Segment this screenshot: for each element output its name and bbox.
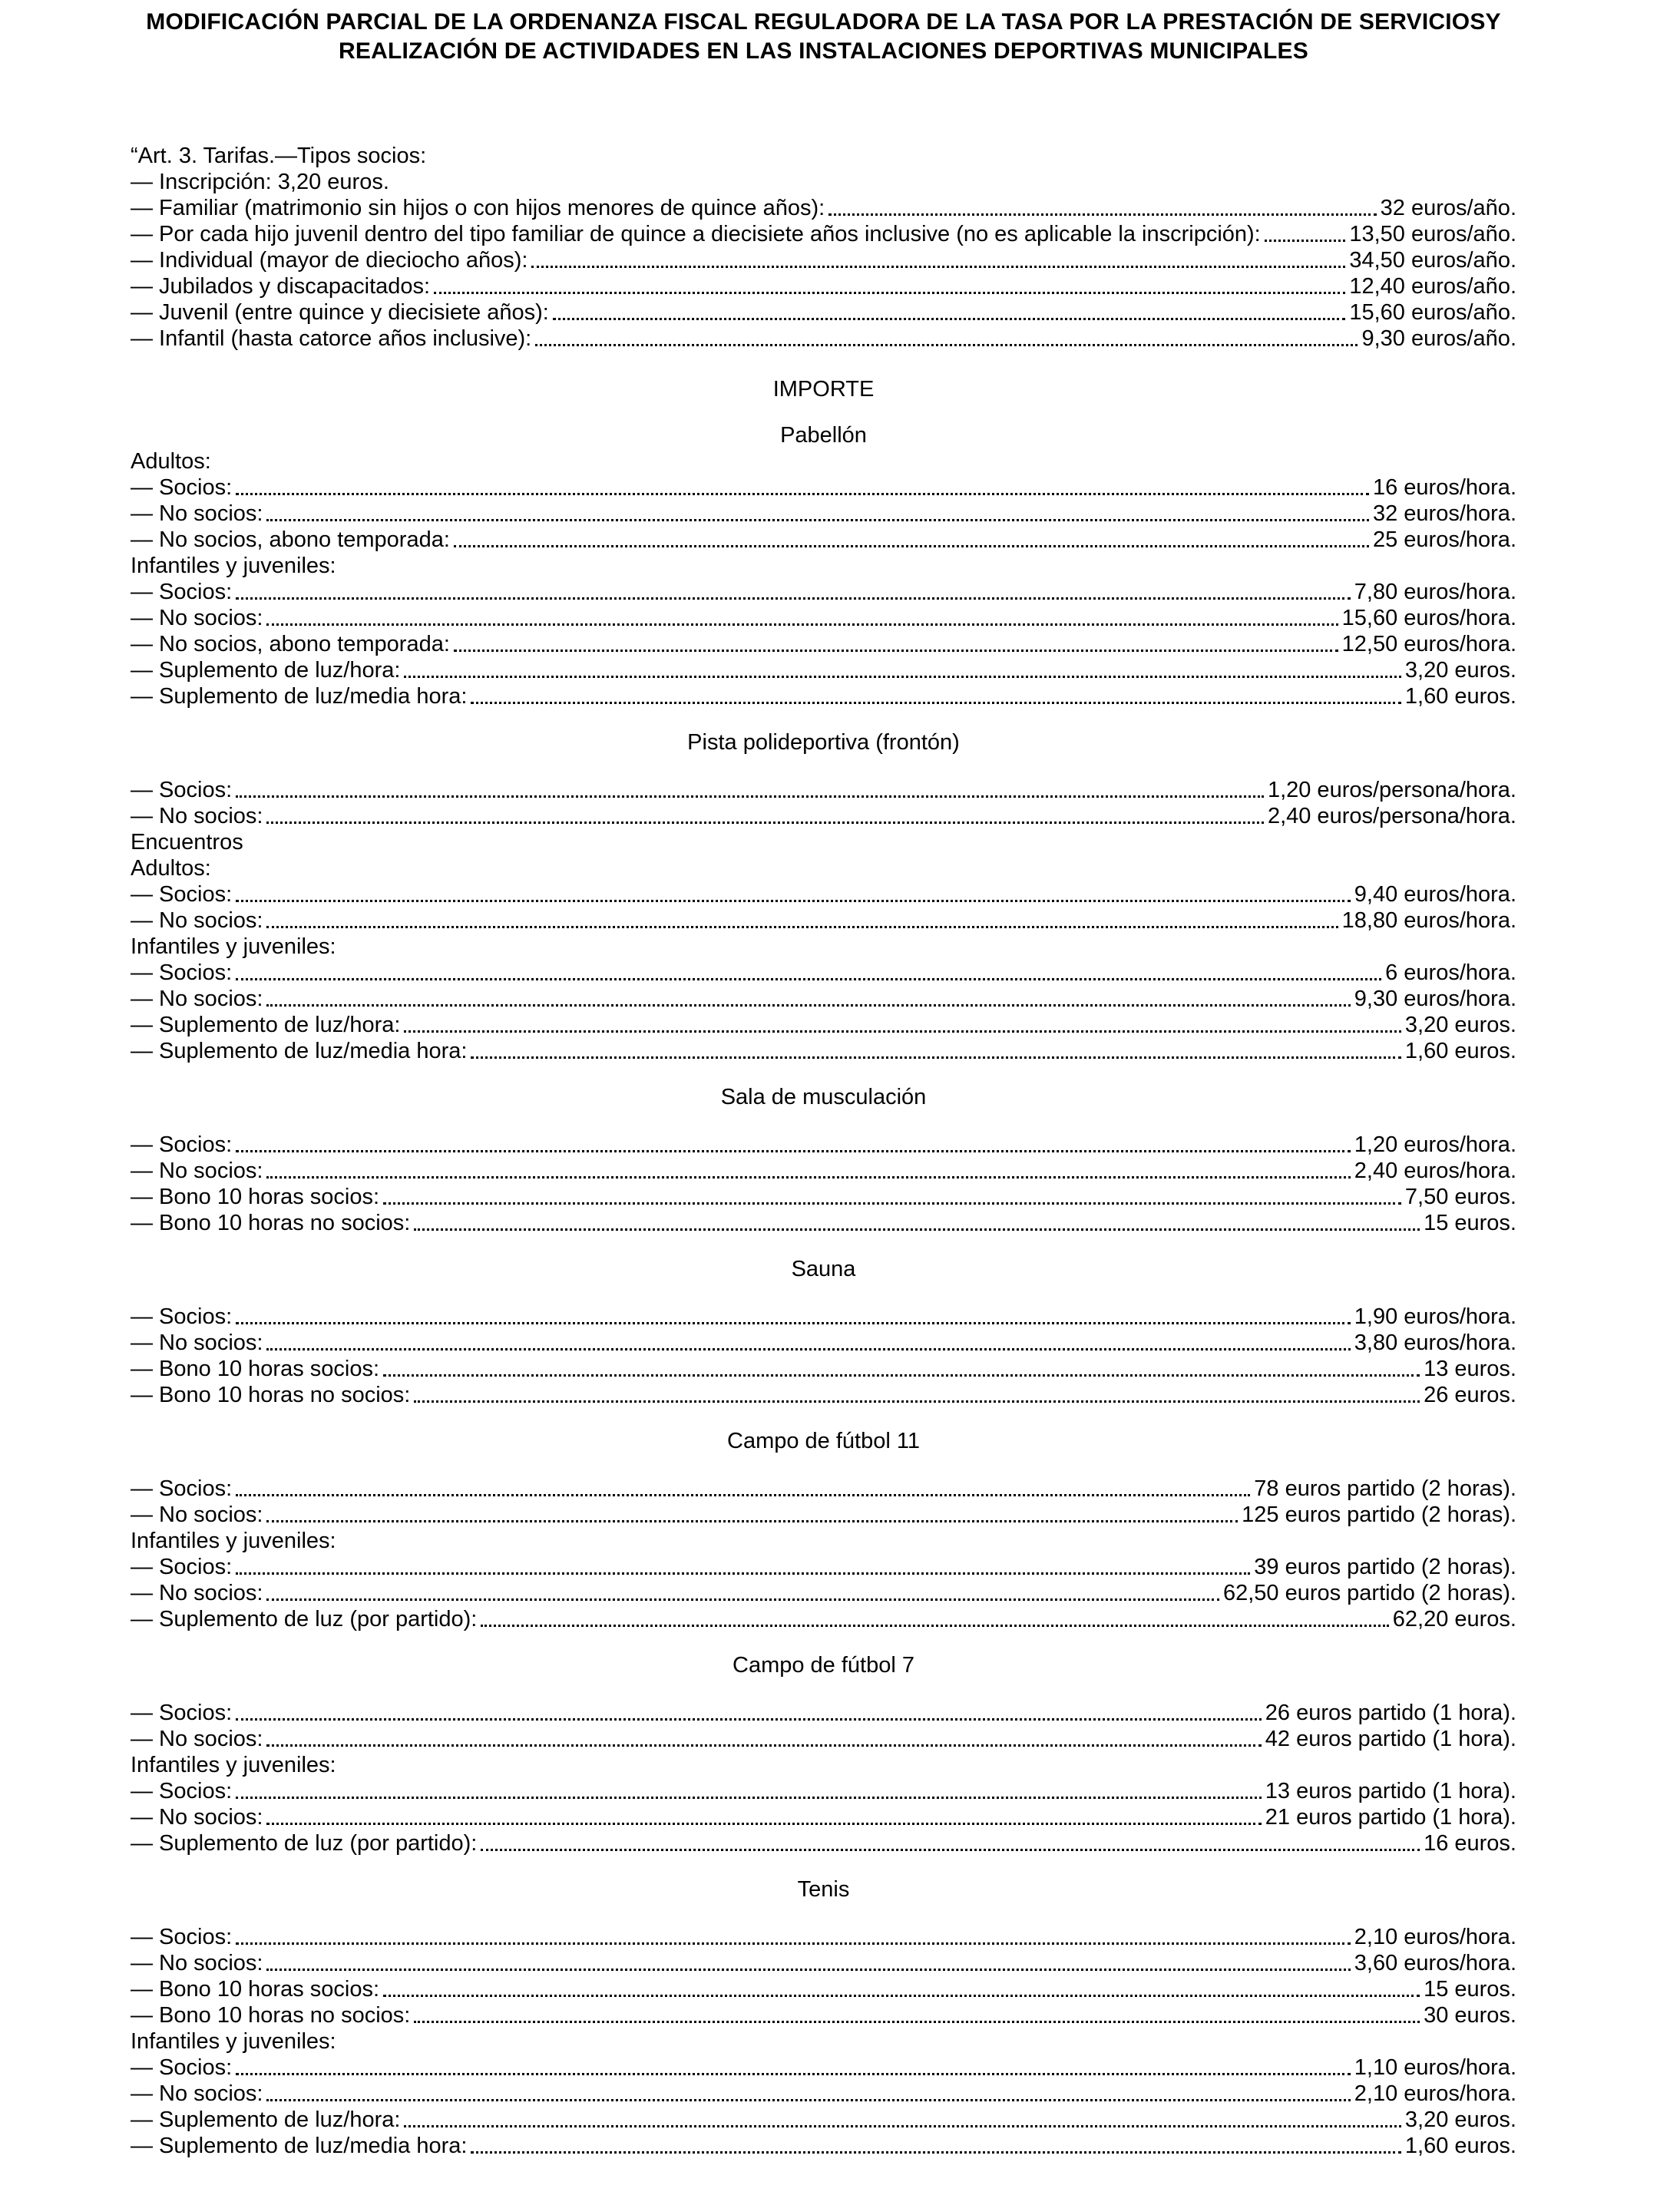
row-value: 32 euros/hora. [1372,501,1516,526]
row-value: 39 euros partido (2 horas). [1254,1555,1516,1579]
importe-heading: IMPORTE [772,377,875,402]
row-label: — Socios: [131,1779,233,1803]
row-value: 1,60 euros. [1404,2134,1516,2158]
leader-dots [414,1400,1420,1403]
row-value: 62,50 euros partido (2 horas). [1222,1581,1516,1605]
row-value: 3,20 euros. [1404,1013,1516,1037]
row-label: — No socios: [131,1581,263,1605]
row-label: Encuentros [131,830,243,855]
row-label: Infantiles y juveniles: [131,554,336,578]
row-label: — Suplemento de luz/hora: [131,2107,401,2132]
leader-dots [383,1995,1420,1997]
row-label: — Suplemento de luz (por partido): [131,1607,478,1631]
tariff-row [131,1502,1516,1528]
row-label: — Socios: [131,1304,233,1329]
tariff-row [131,1950,1516,1976]
row-label: — Socios: [131,1701,233,1725]
row-label: “Art. 3. Tarifas.—Tipos socios: [131,144,427,168]
row-label: — Suplemento de luz/media hora: [131,2134,468,2158]
tariff-row [131,1752,1516,1778]
row-value: 25 euros/hora. [1372,527,1516,552]
tariff-row [131,143,1516,169]
row-label: Infantiles y juveniles: [131,1529,336,1553]
row-value: 3,60 euros/hora. [1354,1951,1516,1975]
leader-dots [236,597,1351,600]
leader-dots [236,900,1351,902]
row-label: — Bono 10 horas no socios: [131,1211,411,1235]
row-label: — No socios: [131,606,263,630]
tariff-row [131,1924,1516,1950]
tariff-row [131,1158,1516,1184]
row-value: 13 euros. [1424,1357,1516,1381]
leader-dots [266,1823,1261,1825]
row-label: — Por cada hijo juvenil dentro del tipo familiar de quince a diecisiete años inclusive (no es aplicable la inscripción): [131,222,1261,246]
row-value: 13,50 euros/año. [1349,222,1516,246]
leader-dots [404,2125,1401,2127]
leader-dots [383,1374,1420,1377]
tariff-row [131,2055,1516,2081]
tariff-row [131,683,1516,709]
row-value: 42 euros partido (1 hora). [1265,1727,1516,1751]
tariff-row [131,247,1516,273]
row-value: 7,80 euros/hora. [1354,580,1516,604]
leader-dots [266,519,1369,521]
leader-dots [236,1572,1250,1575]
row-label: Infantiles y juveniles: [131,1753,336,1777]
leader-dots [266,1520,1238,1522]
row-value: 13 euros partido (1 hora). [1265,1779,1516,1803]
leader-dots [471,1056,1401,1059]
leader-dots [266,926,1338,928]
row-value: 6 euros/hora. [1385,960,1516,985]
tariff-row [131,605,1516,631]
tariff-row [131,631,1516,657]
tariff-row [131,448,1516,474]
leader-dots [1265,240,1346,242]
tariff-row [131,907,1516,934]
row-value: 9,30 euros/año. [1361,326,1516,351]
tariff-row [131,273,1516,299]
leader-dots [266,1969,1350,1971]
leader-dots [236,1494,1250,1496]
row-value: 26 euros. [1424,1383,1516,1407]
leader-dots [404,676,1401,678]
document-title-line-2: REALIZACIÓN DE ACTIVIDADES EN LAS INSTALACIONES DEPORTIVAS MUNICIPALES [339,38,1308,64]
leader-dots [266,1004,1350,1007]
row-label: — Suplemento de luz/hora: [131,1013,401,1037]
leader-dots [471,702,1401,704]
tariff-row [131,1304,1516,1330]
row-value: 1,20 euros/hora. [1354,1132,1516,1157]
leader-dots [236,1797,1262,1799]
row-value: 2,10 euros/hora. [1354,1925,1516,1949]
tariff-row [131,169,1516,195]
section-rows [131,448,1516,709]
tariff-row [131,474,1516,501]
row-label: — Socios: [131,778,233,802]
row-label: — Bono 10 horas socios: [131,1977,380,2002]
tariff-row [131,934,1516,960]
tariff-row [131,803,1516,829]
tariff-row [131,579,1516,605]
section-heading: Sala de musculación [720,1085,927,1109]
row-label: — No socios: [131,908,263,933]
row-label: — No socios: [131,1727,263,1751]
leader-dots [236,795,1264,798]
row-label: — Socios: [131,1925,233,1949]
row-label: — No socios: [131,2081,263,2106]
row-label: — Infantil (hasta catorce años inclusive): [131,326,532,351]
row-value: 16 euros/hora. [1372,475,1516,500]
leader-dots [236,493,1369,495]
row-value: 1,60 euros. [1404,1039,1516,1063]
leader-dots [828,213,1376,216]
tariff-row [131,299,1516,326]
row-label: — No socios: [131,501,263,526]
tariff-row [131,2133,1516,2159]
row-label: — No socios: [131,1805,263,1830]
row-label: — Inscripción: 3,20 euros. [131,170,389,194]
row-label: — Jubilados y discapacitados: [131,274,431,299]
row-value: 1,20 euros/persona/hora. [1267,778,1516,802]
leader-dots [553,318,1346,320]
section-rows [131,1924,1516,2159]
section-heading: Pista polideportiva (frontón) [687,730,960,755]
row-label: — Socios: [131,1476,233,1501]
row-label: — Suplemento de luz (por partido): [131,1831,478,1856]
row-label: Infantiles y juveniles: [131,2029,336,2054]
leader-dots [481,1625,1388,1627]
leader-dots [471,2151,1401,2154]
row-label: Adultos: [131,449,211,474]
tariff-row [131,960,1516,986]
row-value: 15,60 euros/hora. [1341,606,1516,630]
leader-dots [236,1942,1351,1945]
tariff-row [131,1606,1516,1632]
tariff-row [131,553,1516,579]
section-rows [131,1700,1516,1856]
tariff-row [131,2028,1516,2055]
row-value: 3,80 euros/hora. [1354,1331,1516,1355]
row-label: — Socios: [131,2055,233,2080]
row-value: 2,40 euros/hora. [1354,1159,1516,1183]
tariff-row [131,2002,1516,2028]
leader-dots [481,1849,1420,1851]
section-rows [131,1132,1516,1236]
row-value: 32 euros/año. [1380,196,1516,220]
leader-dots [266,1744,1261,1747]
tariff-row [131,1184,1516,1210]
tariff-row [131,221,1516,247]
section-heading: Campo de fútbol 11 [727,1429,920,1453]
row-value: 15 euros. [1424,1977,1516,2002]
row-label: — No socios: [131,1331,263,1355]
row-label: — Bono 10 horas no socios: [131,2003,411,2028]
row-label: — Bono 10 horas socios: [131,1185,380,1209]
row-label: — No socios: [131,987,263,1011]
tariff-row [131,1976,1516,2002]
tariff-preamble [131,143,1516,352]
row-label: — No socios: [131,804,263,828]
row-label: — Familiar (matrimonio sin hijos o con hijos menores de quince años): [131,196,825,220]
row-label: — Bono 10 horas no socios: [131,1383,411,1407]
leader-dots [535,344,1358,346]
tariff-row [131,527,1516,553]
row-value: 3,20 euros. [1404,658,1516,683]
section-rows [131,777,1516,1064]
leader-dots [404,1030,1401,1033]
row-value: 9,30 euros/hora. [1354,987,1516,1011]
tariff-row [131,1012,1516,1038]
tariff-row [131,1382,1516,1408]
row-label: — No socios: [131,1159,263,1183]
document-title [100,8,1547,66]
row-value: 30 euros. [1424,2003,1516,2028]
row-value: 125 euros partido (2 horas). [1242,1503,1516,1527]
tariff-row [131,881,1516,907]
row-value: 12,40 euros/año. [1349,274,1516,299]
tariff-row [131,2107,1516,2133]
leader-dots [454,545,1369,547]
leader-dots [454,650,1338,652]
row-label: — Socios: [131,1555,233,1579]
tariff-row [131,1132,1516,1158]
row-label: — No socios: [131,1951,263,1975]
row-label: — Bono 10 horas socios: [131,1357,380,1381]
leader-dots [236,1718,1262,1721]
document-title-line-1: MODIFICACIÓN PARCIAL DE LA ORDENANZA FISCAL REGULADORA DE LA TASA POR LA PRESTACIÓN DE SERVICIOSY [146,9,1501,35]
row-label: — Socios: [131,475,233,500]
tariff-row [131,986,1516,1012]
tariff-row [131,501,1516,527]
tariff-row [131,1210,1516,1236]
section-heading: Sauna [791,1257,856,1281]
row-label: — No socios: [131,1503,263,1527]
leader-dots [266,2099,1350,2101]
row-value: 12,50 euros/hora. [1341,632,1516,656]
leader-dots [414,2021,1420,2023]
tariff-row [131,1528,1516,1554]
leader-dots [236,1150,1351,1152]
row-value: 2,40 euros/persona/hora. [1267,804,1516,828]
tariff-row [131,777,1516,803]
row-label: Infantiles y juveniles: [131,934,336,959]
leader-dots [236,978,1381,980]
row-value: 26 euros partido (1 hora). [1265,1701,1516,1725]
leader-dots [266,822,1263,824]
leader-dots [383,1202,1401,1205]
section-heading: Campo de fútbol 7 [733,1653,914,1678]
row-value: 78 euros partido (2 horas). [1254,1476,1516,1501]
row-label: Adultos: [131,856,211,881]
tariff-row [131,1580,1516,1606]
tariff-row [131,1778,1516,1804]
leader-dots [266,1176,1350,1179]
tariff-row [131,1726,1516,1752]
row-value: 1,60 euros. [1404,684,1516,709]
row-value: 15 euros. [1424,1211,1516,1235]
tariff-row [131,1830,1516,1856]
tariff-row [131,1554,1516,1580]
row-label: — Individual (mayor de dieciocho años): [131,248,528,273]
leader-dots [266,1348,1350,1350]
row-value: 15,60 euros/año. [1349,300,1516,325]
row-value: 16 euros. [1424,1831,1516,1856]
leader-dots [266,623,1338,626]
tariff-row [131,1476,1516,1502]
tariff-row [131,1700,1516,1726]
row-label: — Socios: [131,1132,233,1157]
row-label: — Juvenil (entre quince y diecisiete años): [131,300,549,325]
tariff-row [131,326,1516,352]
row-value: 18,80 euros/hora. [1341,908,1516,933]
tariff-row [131,855,1516,881]
tariff-row [131,1356,1516,1382]
row-value: 34,50 euros/año. [1349,248,1516,273]
row-value: 3,20 euros. [1404,2107,1516,2132]
row-label: — No socios, abono temporada: [131,632,450,656]
section-heading: Tenis [797,1877,850,1902]
row-value: 7,50 euros. [1404,1185,1516,1209]
leader-dots [434,292,1345,294]
tariff-row [131,829,1516,855]
leader-dots [531,266,1345,268]
row-value: 62,20 euros. [1392,1607,1516,1631]
leader-dots [236,1322,1351,1324]
row-label: — Suplemento de luz/media hora: [131,1039,468,1063]
tariff-sections [131,422,1516,2159]
section-heading: Pabellón [780,423,867,448]
section-rows [131,1476,1516,1632]
leader-dots [266,1598,1219,1601]
leader-dots [236,2073,1351,2075]
row-label: — Socios: [131,882,233,907]
row-value: 9,40 euros/hora. [1354,882,1516,907]
row-value: 21 euros partido (1 hora). [1265,1805,1516,1830]
tariff-row [131,1038,1516,1064]
row-value: 1,90 euros/hora. [1354,1304,1516,1329]
leader-dots [414,1228,1420,1231]
row-value: 1,10 euros/hora. [1354,2055,1516,2080]
row-label: — Socios: [131,960,233,985]
row-label: — Suplemento de luz/hora: [131,658,401,683]
tariff-row [131,1330,1516,1356]
tariff-row [131,2081,1516,2107]
row-label: — Suplemento de luz/media hora: [131,684,468,709]
tariff-row [131,1804,1516,1830]
section-rows [131,1304,1516,1408]
row-label: — Socios: [131,580,233,604]
tariff-row [131,657,1516,683]
row-label: — No socios, abono temporada: [131,527,450,552]
row-value: 2,10 euros/hora. [1354,2081,1516,2106]
tariff-row [131,195,1516,221]
